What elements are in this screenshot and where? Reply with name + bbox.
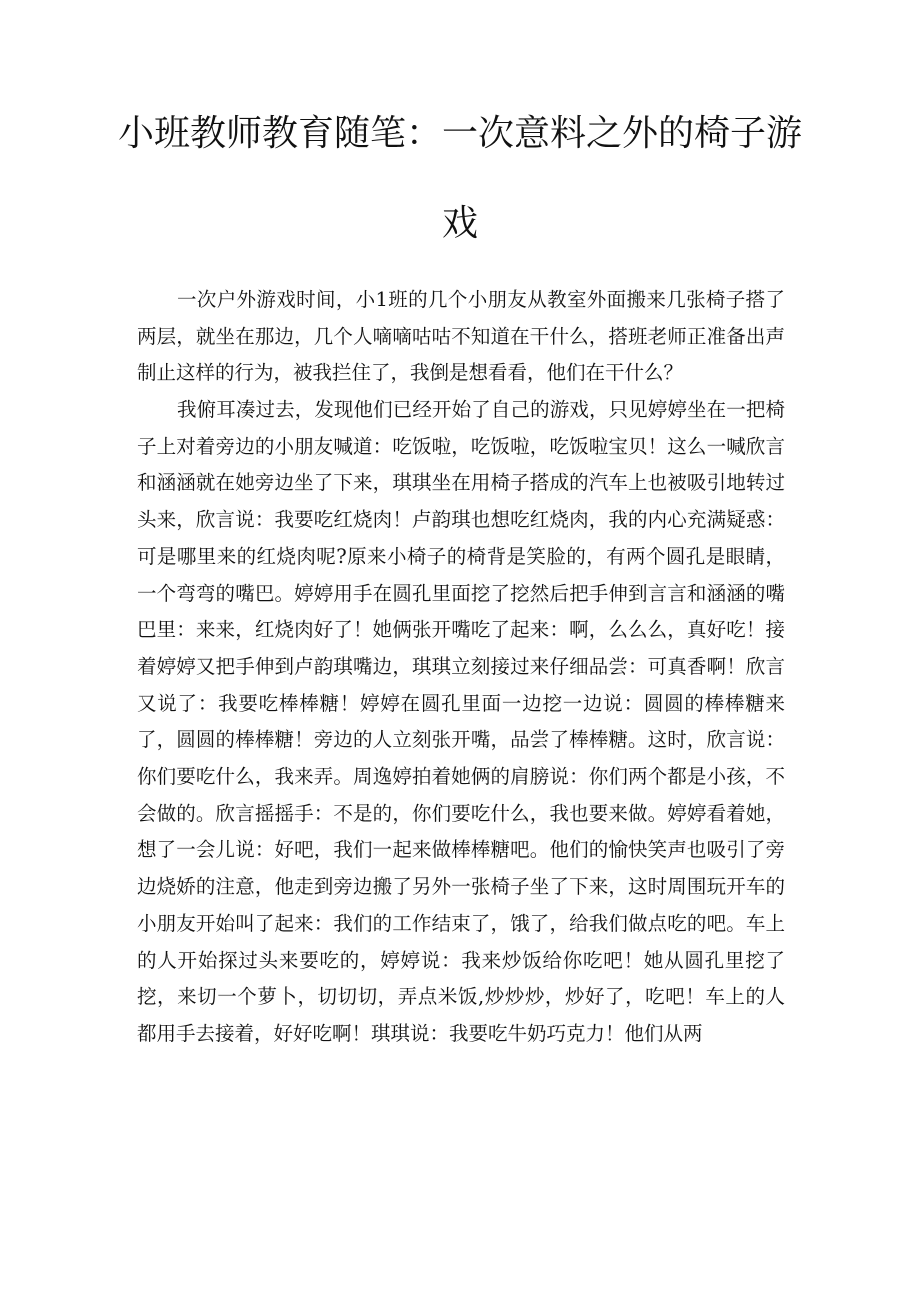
paragraph-1: 一次户外游戏时间，小1班的几个小朋友从教室外面搬来几张椅子搭了两层，就坐在那边，几个人嘀嘀咕咕不知道在干什么，搭班老师正准备出声制止这样的行为，被我拦住了，我倒是想看看，他们在干什么？	[137, 288, 785, 385]
paragraph-2: 我俯耳凑过去，发现他们已经开始了自己的游戏，只见婷婷坐在一把椅子上对着旁边的小朋友喊道：吃饭啦，吃饭啦，吃饭啦宝贝！这么一喊欣言和涵涵就在她旁边坐了下来，琪琪坐在用椅子搭成的汽车上也被吸引地转过头来，欣言说：我要吃红烧肉！卢韵琪也想吃红烧肉，我的内心充满疑惑：可是哪里来的红烧肉呢?原来小椅子的椅背是笑脸的，有两个圆孔是眼睛，一个弯弯的嘴巴。婷婷用手在圆孔里面挖了挖然后把手伸到言言和涵涵的嘴巴里：来来，红烧肉好了！她俩张开嘴吃了起来：啊，么么么，真好吃！接着婷婷又把手伸到卢韵琪嘴边，琪琪立刻接过来仔细品尝：可真香啊！欣言又说了：我要吃棒棒糖！婷婷在圆孔里面一边挖一边说：圆圆的棒棒糖来了，圆圆的棒棒糖！旁边的人立刻张开嘴，品尝了棒棒糖。这时，欣言说：你们要吃什么，我来弄。周逸婷拍着她俩的肩膀说：你们两个都是小孩，不会做的。欣言摇摇手：不是的，你们要吃什么，我也要来做。婷婷看着她，想了一会儿说：好吧，我们一起来做棒棒糖吧。他们的愉快笑声也吸引了旁边烧娇的注意，他走到旁边搬了另外一张椅子坐了下来，这时周围玩开车的小朋友开始叫了起来：我们的工作结束了，饿了，给我们做点吃的吧。车上的人开始探过头来要吃的，婷婷说：我来炒饭给你吃吧！她从圆孔里挖了挖，来切一个萝卜，切切切，弄点米饭,炒炒炒，炒好了，吃吧！车上的人都用手去接着，好好吃啊！琪琪说：我要吃牛奶巧克力！他们从两	[137, 398, 785, 1045]
document-title-line-2: 戏	[441, 203, 478, 244]
document-title-line-1: 小班教师教育随笔：一次意料之外的椅子游	[117, 113, 802, 154]
